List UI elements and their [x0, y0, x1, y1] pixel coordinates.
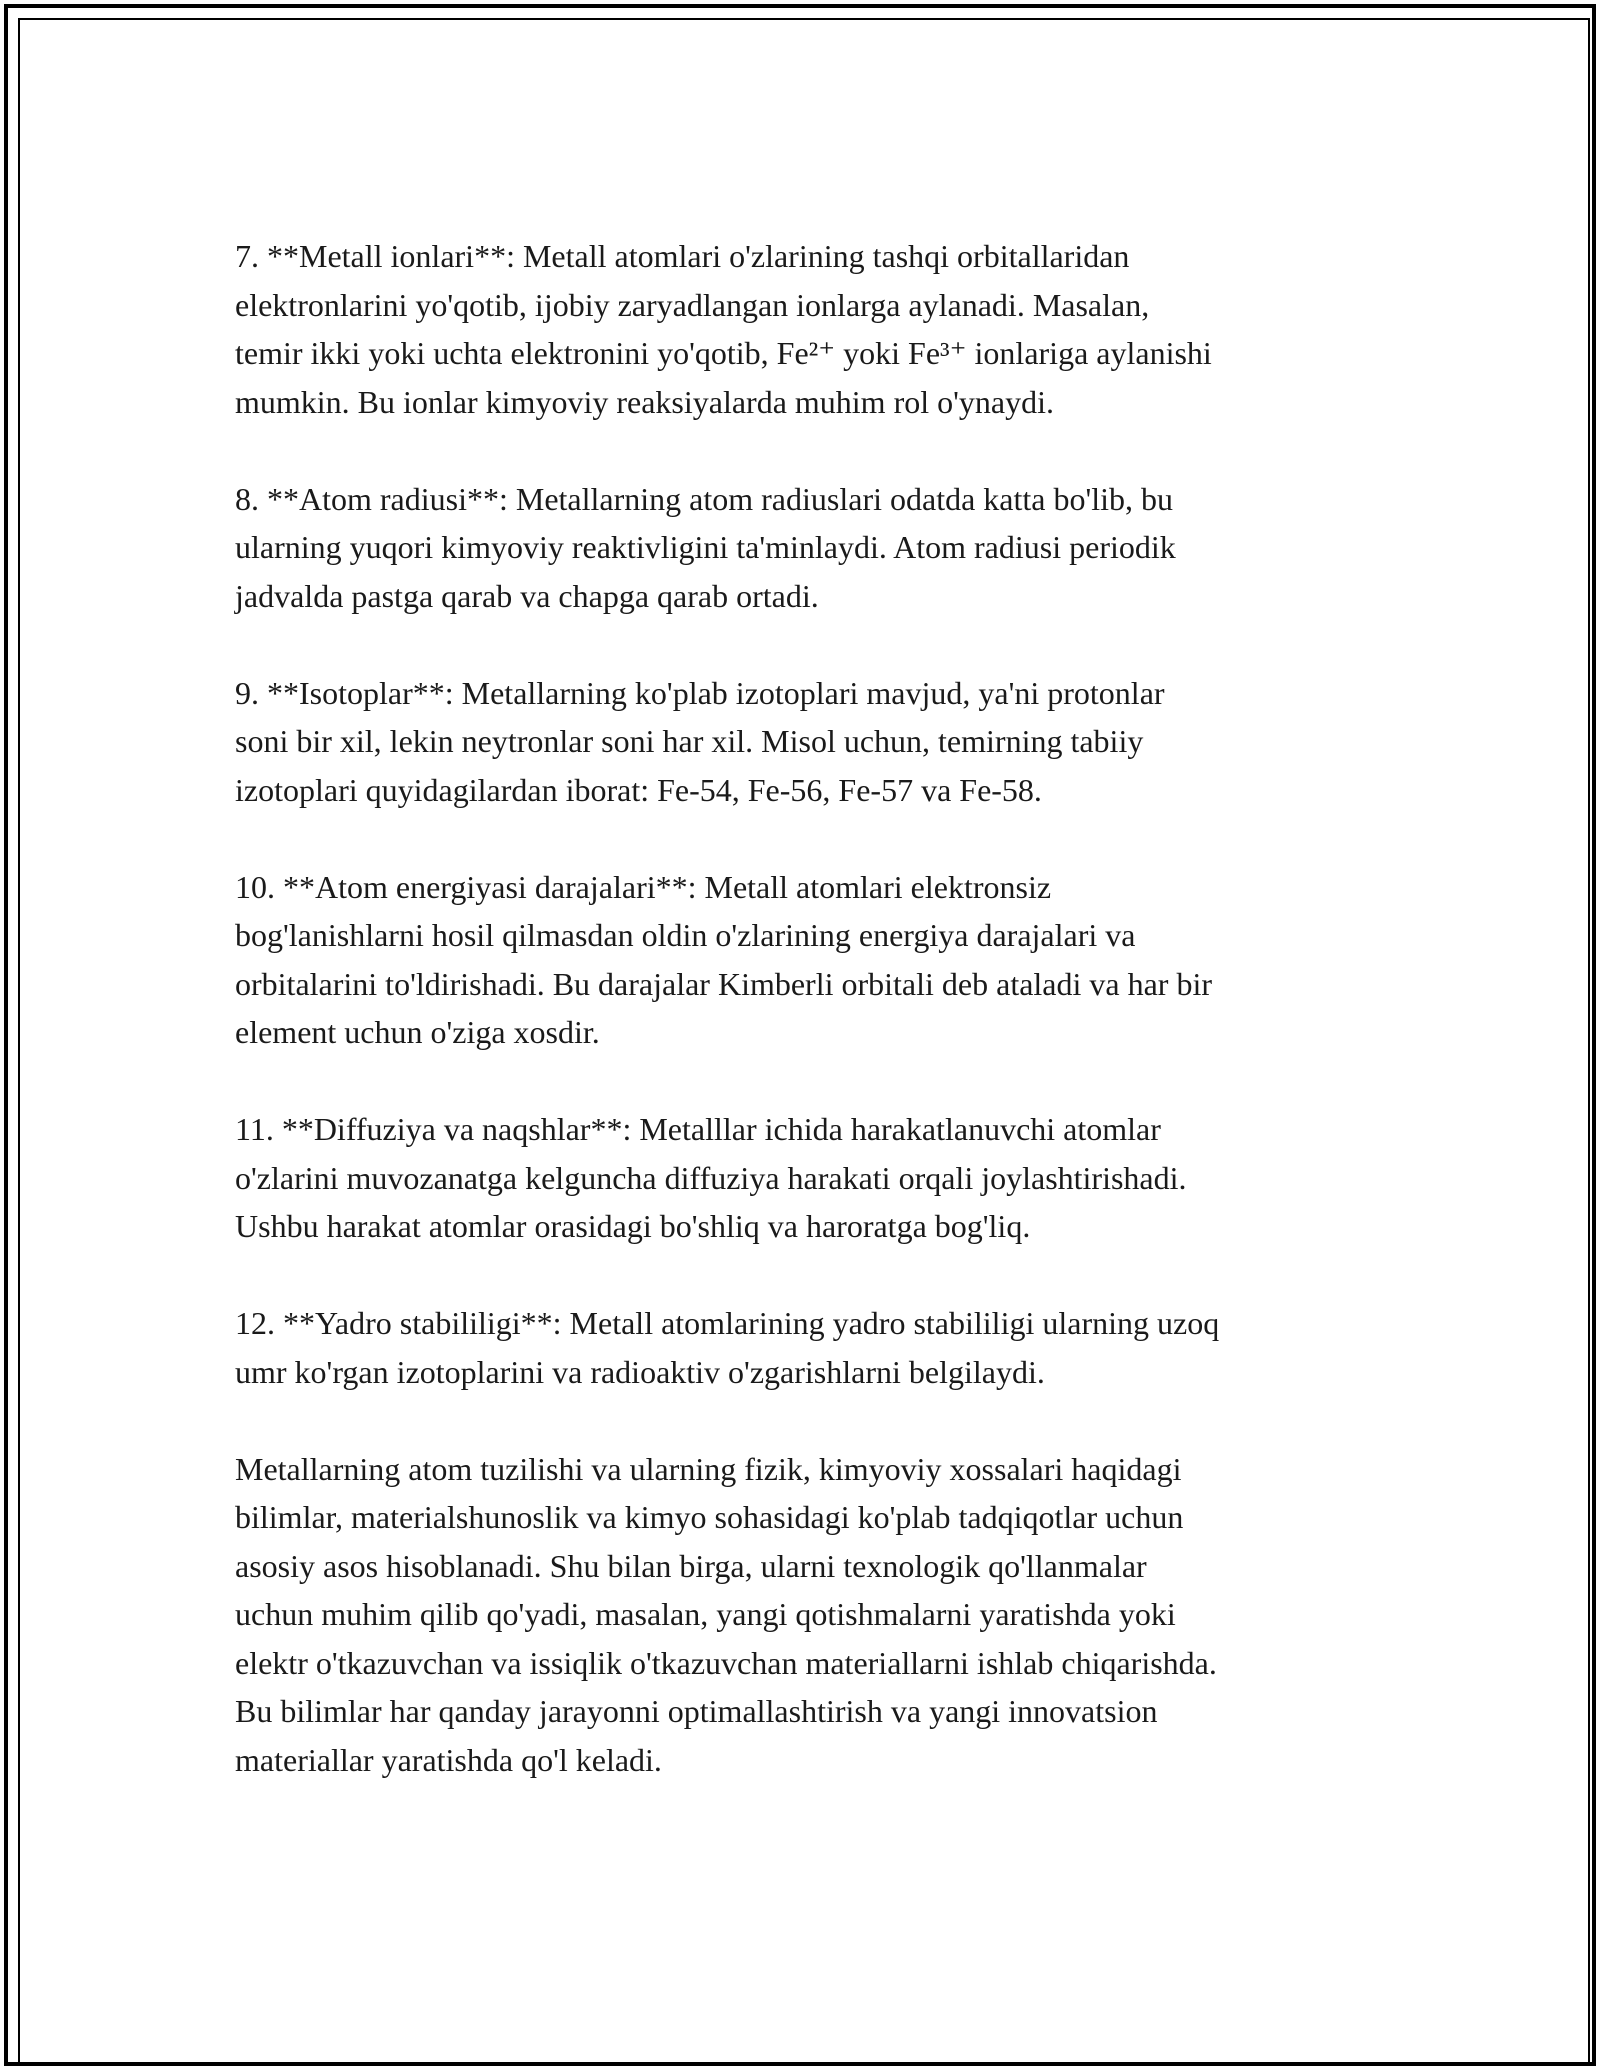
paragraph-metall-ionlari: 7. **Metall ionlari**: Metall atomlari o'zlarining tashqi orbitallaridan elektronlarini yo'qotib, ijobiy zaryadlangan ionlarga aylanadi. Masalan, temir ikki yoki uchta elektronini yo'qotib, Fe²⁺ yoki Fe³⁺ ionlariga aylanishi mumkin. Bu ionlar kimyoviy reaksiyalarda muhim rol o'ynaydi.: [235, 238, 1212, 420]
paragraph-conclusion: Metallarning atom tuzilishi va ularning fizik, kimyoviy xossalari haqidagi bilimlar, materialshunoslik va kimyo sohasidagi ko'plab tadqiqotlar uchun asosiy asos hisoblanadi. Shu bilan birga, ularni texnologik qo'llanmalar uchun muhim qilib qo'yadi, masalan, yangi qotishmalarni yaratishda yoki elektr o'tkazuvchan va issiqlik o'tkazuvchan materiallarni ishlab chiqarishda. Bu bilimlar har qanday jarayonni optimallashtirish va yangi innovatsion materiallar yaratishda qo'l keladi.: [235, 1450, 1217, 1778]
paragraph-atom-radiusi: 8. **Atom radiusi**: Metallarning atom radiuslari odatda katta bo'lib, bu ularning yuqori kimyoviy reaktivligini ta'minlaydi. Atom radiusi periodik jadvalda pastga qarab va chapga qarab ortadi.: [235, 480, 1176, 614]
paragraph-isotoplar: 9. **Isotoplar**: Metallarning ko'plab izotoplari mavjud, ya'ni protonlar soni bir xil, lekin neytronlar soni har xil. Misol uchun, temirning tabiiy izotoplari quyidagilardan iborat: Fe-54, Fe-56, Fe-57 va Fe-58.: [235, 674, 1165, 808]
paragraph-diffuziya: 11. **Diffuziya va naqshlar**: Metalllar ichida harakatlanuvchi atomlar o'zlarini muvozanatga kelguncha diffuziya harakati orqali joylashtirishadi. Ushbu harakat atomlar orasidagi bo'shliq va haroratga bog'liq.: [235, 1111, 1187, 1244]
paragraph-atom-energiyasi: 10. **Atom energiyasi darajalari**: Metall atomlari elektronsiz bog'lanishlarni hosil qilmasdan oldin o'zlarining energiya darajalari va orbitalarini to'ldirishadi. Bu darajalar Kimberli orbitali deb ataladi va har bir element uchun o'ziga xosdir.: [235, 868, 1212, 1050]
paragraph-yadro-stabililigi: 12. **Yadro stabililigi**: Metall atomlarining yadro stabililigi ularning uzoq umr ko'rgan izotoplarini va radioaktiv o'zgarishlarni belgilaydi.: [235, 1305, 1220, 1390]
document-body: [235, 232, 1375, 1833]
